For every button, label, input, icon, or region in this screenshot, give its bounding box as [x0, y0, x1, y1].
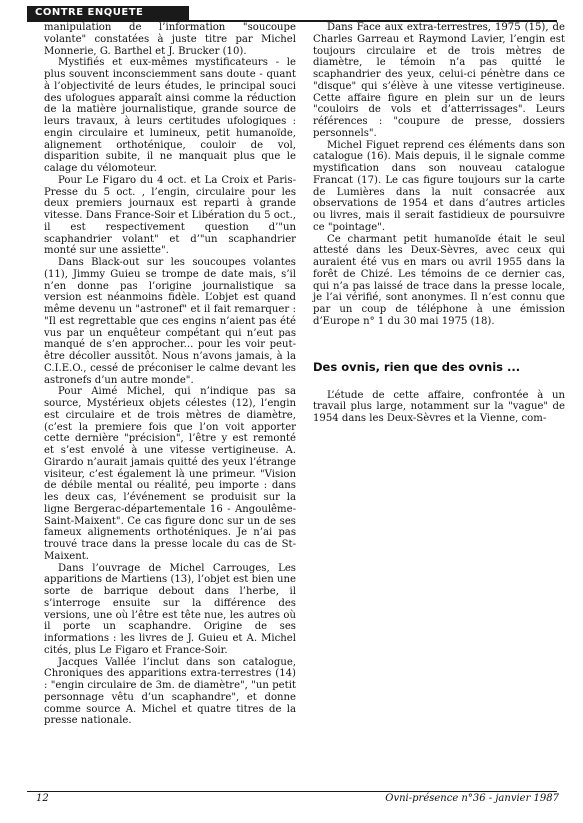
footer-rule — [27, 791, 557, 792]
paragraph: Pour Aimé Michel, qui n’indique pas sa source, Mystérieux objets célestes (12), l’engin est circulaire et de trois mètres de diamètre, (c’est la premiere fois que l’on voit apporter cette dernière "précision", l’être y est remonté et s’est envolé à une vitesse vertigineuse. A. Girardo n’aurait jamais quitté des yeux l’étrange visiteur, c’est également là une primeur. "Vision de débile mental ou réalité, peu importe : dans les deux cas, l’événement se produisit sur la ligne Bergerac-départementale 16 - Angoulême-Saint-Maixent". Ce cas figure donc sur un de ses fameux alignements orthoténiques. Je n’ai pas trouvé trace dans la presse locale du cas de St-Maixent. — [44, 386, 296, 562]
left-column — [44, 22, 296, 727]
paragraph: L’étude de cette affaire, confrontée à un travail plus large, notamment sur la "vague" de 1954 dans les Deux-Sèvres et la Vienne, com- — [313, 389, 565, 424]
paragraph: manipulation de l’information "soucoupe volante" constatées à juste titre par Michel Monnerie, G. Barthel et J. Brucker (10). — [44, 22, 296, 57]
paragraph: Michel Figuet reprend ces éléments dans son catalogue (16). Mais depuis, il le signale comme mystification dans son nouveau catalogue Francat (17). Le cas figure toujours sur la carte de Lumières dans la nuit consacrée aux observations de 1954 et dans d’autres articles ou livres, mais il serait fastidieux de poursuivre ce "pointage". — [313, 139, 565, 233]
publication-info: Ovni-présence n°36 - janvier 1987 — [385, 793, 559, 804]
paragraph: Ce charmant petit humanoïde était le seul attesté dans les Deux-Sèvres, avec ceux qui auraient été vus en mars ou avril 1955 dans la forêt de Chizé. Les témoins de ce dernier cas, qui n’a pas laissé de trace dans la presse locale, je l’ai vérifié, sont anonymes. Il n’est connu que par un coup de téléphone à une émission d’Europe n° 1 du 30 mai 1975 (18). — [313, 233, 565, 327]
section-heading: Des ovnis, rien que des ovnis ... — [313, 359, 521, 374]
paragraph: Pour Le Figaro du 4 oct. et La Croix et Paris-Presse du 5 oct. , l’engin, circulaire pour les deux premiers journaux est reparti à grande vitesse. Dans France-Soir et Libération du 5 oct., il est respectivement question d’"un scaphandrier volant" et d’"un scaphandrier monté sur une assiette". — [44, 174, 296, 257]
paragraph: Mystifiés et eux-mêmes mystificateurs - le plus souvent inconsciemment sans doute - quant à l’objectivité de leurs études, le principal souci des ufologues apparaît ainsi comme la réduction de la matière journalistique, grande source de leurs travaux, à leurs certitudes ufologiques : engin circulaire et lumineux, petit humanoïde, alignement orthoténique, couloir de vol, disparition subite, il ne manquait plus que le calage du vélomoteur. — [44, 57, 296, 174]
right-column — [313, 22, 565, 425]
page-number: 12 — [36, 793, 49, 804]
paragraph: Jacques Vallée l’inclut dans son catalogue, Chroniques des apparitions extra-terrestres (14) : "engin circulaire de 3m. de diamètre", "un petit personnage vêtu d’un scaphandre", et donne comme source A. Michel et quatre titres de la presse nationale. — [44, 656, 296, 727]
paragraph: Dans Black-out sur les soucoupes volantes (11), Jimmy Guieu se trompe de date mais, s’il n’en donne pas l’origine journalistique sa version est néanmoins fidèle. L’objet est quand même devenu un "astronef" et il fait remarquer : "Il est regrettable que ces engins n’aient pas été vus par un enquêteur compétant qui n’eut pas manqué de s’en approcher... pour les voir peut-être décoller aussitôt. Nous n’avons jamais, à la C.I.E.O., cessé de préconiser le calme devant les astronefs d’un autre monde". — [44, 257, 296, 386]
section-header-label: CONTRE ENQUETE — [27, 6, 189, 20]
paragraph: Dans Face aux extra-terrestres, 1975 (15), de Charles Garreau et Raymond Lavier, l’engin est toujours circulaire et de trois mètres de diamètre, le témoin n’a pas quitté le scaphandrier des yeux, celui-ci pénètre dans ce "disque" qui s’élève à une vitesse vertigineuse. Cette affaire figure en plein sur un de leurs "couloirs de vols et d’atterrissages". Leurs références : "coupure de presse, dossiers personnels". — [313, 22, 565, 139]
paragraph: Dans l’ouvrage de Michel Carrouges, Les apparitions de Martiens (13), l’objet est bien une sorte de barrique debout dans l’herbe, il s’interroge ensuite sur la différence des versions, une où l’être est tête nue, les autres où il porte un scaphandre. Origine de ses informations : les livres de J. Guieu et A. Michel cités, plus Le Figaro et France-Soir. — [44, 562, 296, 656]
